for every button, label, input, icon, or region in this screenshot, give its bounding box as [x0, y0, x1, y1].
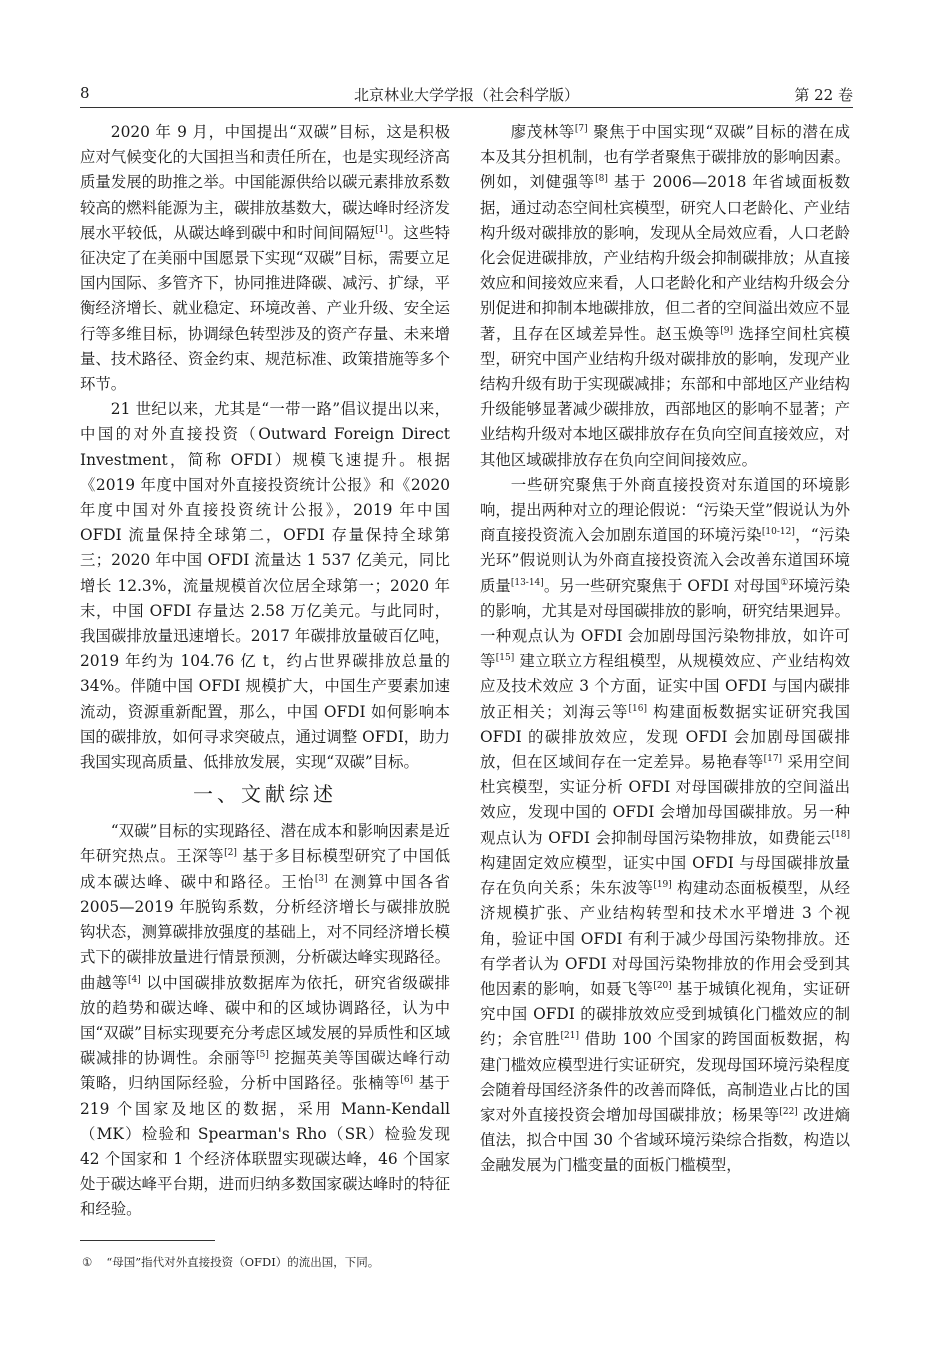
paragraph: “双碳”目标的实现路径、潜在成本和影响因素是近年研究热点。王深等[2] 基于多目标模型研究了中国低成本碳达峰、碳中和路径。王怡[3] 在测算中国各省 2005—2019 年脱钩系数，分析经济增长与碳排放脱钩状态，测算碳排放强度的基础上，对不同经济增长模式下的碳排放量进行情景预测，分析碳达峰实现路径。曲越等[4] 以中国碳排放数据库为依托，研究省级碳排放的趋势和碳达峰、碳中和的区域协调路径，认为中国“双碳”目标实现要充分考虑区域发展的异质性和区域碳减排的协调性。余丽等[5] 挖掘英美等国碳达峰行动策略，归纳国际经验，分析中国路径。张楠等[6] 基于 219 个国家及地区的数据，采用 Mann-Kendall（MK）检验和 Spearman's Rho（SR）检验发现 42 个国家和 1 个经济体联盟实现碳达峰，46 个国家处于碳达峰平台期，进而归纳多数国家碳达峰时的特征和经验。	[80, 822, 450, 1219]
citation[interactable]: [5]	[256, 1049, 269, 1060]
citation[interactable]: [1]	[375, 224, 388, 235]
paragraph: 21 世纪以来，尤其是“一带一路”倡议提出以来，中国的对外直接投资（Outward Foreign Direct Investment，简称 OFDI）规模飞速提升。根据《2019 年度中国对外直接投资统计公报》和《2020 年度中国对外直接投资统计公报》，2019 年中国 OFDI 流量保持全球第二，OFDI 存量保持全球第三；2020 年中国 OFDI 流量达 1 537 亿美元，同比增长 12.3%，流量规模首次位居全球第一；2020 年末，中国 OFDI 存量达 2.58 万亿美元。与此同时，我国碳排放量迅速增长。2017 年碳排放量破百亿吨，2019 年约为 104.76 亿 t，约占世界碳排放总量的 34%。伴随中国 OFDI 规模扩大，中国生产要素加速流动，资源重新配置，那么，中国 OFDI 如何影响本国的碳排放，如何寻求突破点，通过调整 OFDI，助力我国实现高质量、低排放发展，实现“双碳”目标。	[80, 400, 450, 772]
citation[interactable]: [16]	[628, 703, 648, 714]
footnote-rule	[80, 1240, 215, 1241]
citation[interactable]: [18]	[831, 829, 850, 840]
header-rule	[80, 107, 853, 108]
citation[interactable]: [10-12]	[761, 527, 795, 538]
footnote	[82, 1254, 379, 1270]
citation[interactable]: [21]	[560, 1031, 580, 1042]
citation[interactable]: [2]	[224, 848, 237, 859]
right-column	[480, 120, 850, 1179]
citation[interactable]: [13-14]	[510, 577, 544, 588]
citation[interactable]: [7]	[574, 123, 588, 134]
citation[interactable]: [8]	[595, 174, 608, 185]
footnote-marker: ①	[82, 1255, 93, 1269]
citation[interactable]: [19]	[653, 879, 672, 890]
volume-label: 第 22 卷	[794, 86, 853, 104]
section-heading: 一、文献综述	[193, 782, 337, 807]
citation[interactable]: [20]	[653, 980, 672, 991]
citation[interactable]: [6]	[400, 1075, 414, 1086]
running-header	[80, 84, 853, 106]
footnote-text: “母国”指代对外直接投资（OFDI）的流出国，下同。	[106, 1255, 380, 1269]
citation[interactable]: [15]	[495, 653, 515, 664]
journal-title: 北京林业大学学报（社会科学版）	[353, 86, 579, 104]
left-column	[80, 120, 450, 1223]
citation[interactable]: [4]	[128, 974, 141, 985]
citation[interactable]: [3]	[314, 873, 328, 884]
paragraph: 2020 年 9 月，中国提出“双碳”目标，这是积极应对气候变化的大国担当和责任所在，也是实现经济高质量发展的助推之举。中国能源供给以碳元素排放系数较高的燃料能源为主，碳排放基数大，碳达峰时经济发展水平较低，从碳达峰到碳中和时间间隔短[1]。这些特征决定了在美丽中国愿景下实现“双碳”目标，需要立足国内国际、多管齐下，协同推进降碳、减污、扩绿，平衡经济增长、就业稳定、环境改善、产业升级、安全运行等多维目标，协调绿色转型涉及的资产存量、未来增量、技术路径、资金约束、规范标准、政策措施等多个环节。	[80, 123, 450, 394]
citation[interactable]: [17]	[763, 753, 783, 764]
footnote-marker[interactable]: ①	[780, 577, 789, 588]
citation[interactable]: [22]	[779, 1106, 798, 1117]
citation[interactable]: [9]	[720, 325, 733, 336]
page-number: 8	[80, 84, 90, 102]
paragraph: 廖茂林等[7] 聚焦于中国实现“双碳”目标的潜在成本及其分担机制，也有学者聚焦于碳排放的影响因素。例如，刘健强等[8] 基于 2006—2018 年省域面板数据，通过动态空间杜宾模型，研究人口老龄化、产业结构升级对碳排放的影响，发现从全局效应看，人口老龄化会促进碳排放，产业结构升级会抑制碳排放；从直接效应和间接效应来看，人口老龄化和产业结构升级会分别促进和抑制本地碳排放，但二者的空间溢出效应不显著，且存在区域差异性。赵玉焕等[9] 选择空间杜宾模型，研究中国产业结构升级对碳排放的影响，发现产业结构升级有助于实现碳减排；东部和中部地区产业结构升级能够显著减少碳排放，西部地区的影响不显著；产业结构升级对本地区碳排放存在负向空间直接效应，对其他区域碳排放存在负向空间间接效应。	[480, 123, 850, 469]
paragraph: 一些研究聚焦于外商直接投资对东道国的环境影响，提出两种对立的理论假说：“污染天堂”假说认为外商直接投资流入会加剧东道国的环境污染[10-12]，“污染光环”假说则认为外商直接投资流入会改善东道国环境质量[13-14]。另一些研究聚焦于 OFDI 对母国①环境污染的影响，尤其是对母国碳排放的影响，研究结果迥异。一种观点认为 OFDI 会加剧母国污染物排放，如许可等[15] 建立联立方程组模型，从规模效应、产业结构效应及技术效应 3 个方面，证实中国 OFDI 与国内碳排放正相关；刘海云等[16] 构建面板数据实证研究我国 OFDI 的碳排放效应，发现 OFDI 会加剧母国碳排放，但在区域间存在一定差异。易艳春等[17] 采用空间杜宾模型，实证分析 OFDI 对母国碳排放的空间溢出效应，发现中国的 OFDI 会增加母国碳排放。另一种观点认为 OFDI 会抑制母国污染物排放，如费能云[18] 构建固定效应模型，证实中国 OFDI 与母国碳排放量存在负向关系；朱东波等[19] 构建动态面板模型，从经济规模扩张、产业结构转型和技术水平增进 3 个视角，验证中国 OFDI 有利于减少母国污染物排放。还有学者认为 OFDI 对母国污染物排放的作用会受到其他因素的影响，如聂飞等[20] 基于城镇化视角，实证研究中国 OFDI 的碳排放效应受到城镇化门槛效应的制约；余官胜[21] 借助 100 个国家的跨国面板数据，构建门槛效应模型进行实证研究，发现母国环境污染程度会随着母国经济条件的改善而降低，高制造业占比的国家对外直接投资会增加母国碳排放；杨果等[22] 改进熵值法，拟合中国 30 个省域环境污染综合指数，构造以金融发展为门槛变量的面板门槛模型，	[480, 475, 850, 1175]
